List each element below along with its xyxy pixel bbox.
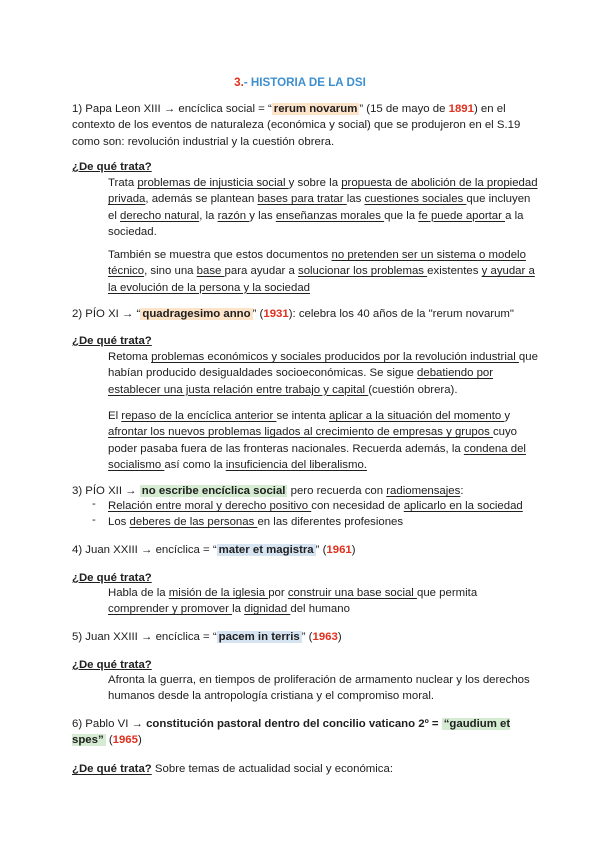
bullet-mark: - [92, 514, 96, 526]
section-2-paragraph-b: El repaso de la encíclica anterior se intenta aplicar a la situación del momento y afrontar los nuevos problemas ligados al crecimiento de empresas y grupos cuyo poder pasaba fuera de las fronteras nacionales. Recuerda además, la condena del socialismo así como la insuficiencia del liberalismo. [108, 410, 526, 471]
page-title [0, 76, 600, 89]
year: 1963 [312, 631, 338, 643]
year: 1965 [112, 734, 138, 747]
section-4-paragraph: Habla de la misión de la iglesia por construir una base social que permita comprender y promover la dignidad del humano [108, 587, 478, 616]
section-1-paragraph-a: Trata problemas de injusticia social y sobre la propuesta de abolición de la propiedad privada, además se plantean bases para tratar las cuestiones sociales que incluyen el derecho natural, la razón y las enseñanzas morales que la fe puede aportar a la sociedad. [108, 177, 538, 238]
section-6-heading-line: ¿De qué trata? Sobre temas de actualidad social y económica: [72, 763, 393, 775]
section-heading: ¿De qué trata? [72, 161, 152, 173]
encyclical-name: pacem in terris [218, 631, 300, 643]
section-1-intro: 1) Papa Leon XIII → encíclica social = “ rerum novarum ” (15 de mayo de 1891) en el contexto de los eventos de naturaleza (económica y social) que se produjeron en el S.19 como son: revolución industrial y la cuestión obrera. [72, 103, 521, 148]
encyclical-name: quadragesimo anno [142, 308, 251, 320]
year: 1961 [326, 544, 352, 556]
highlight-note: no escribe encíclica social [141, 485, 286, 497]
bullet-mark: - [92, 498, 96, 510]
document-name: “gaudium et spes” [72, 718, 511, 747]
year: 1931 [263, 308, 289, 320]
section-heading: ¿De qué trata? [72, 335, 152, 347]
encyclical-name: rerum novarum [273, 103, 358, 115]
section-5-paragraph: Afronta la guerra, en tiempos de proliferación de armamento nuclear y los derechos humanos desde la antropología cristiana y el compromiso moral. [108, 674, 530, 703]
section-heading: ¿De qué trata? [72, 572, 152, 584]
section-5-intro: 5) Juan XXIII → encíclica = “ pacem in terris ” (1963) [72, 631, 342, 643]
list-item: Relación entre moral y derecho positivo con necesidad de aplicarlo en la sociedad [108, 500, 523, 512]
section-heading: ¿De qué trata? [72, 659, 152, 671]
list-item: Los deberes de las personas en las diferentes profesiones [108, 516, 404, 528]
title-number: 3. [234, 76, 244, 89]
encyclical-name: mater et magistra [218, 544, 314, 556]
section-2-intro: 2) PÍO XI → “ quadragesimo anno ” (1931): celebra los 40 años de la "rerum novarum" [72, 308, 514, 320]
section-1-paragraph-b: También se muestra que estos documentos no pretenden ser un sistema o modelo técnico, sino una base para ayudar a solucionar los problemas existentes y ayudar a la evolución de la persona y la sociedad [108, 249, 535, 294]
year: 1891 [448, 103, 474, 115]
section-4-intro: 4) Juan XXIII → encíclica = “ mater et magistra ” (1961) [72, 544, 356, 556]
section-heading: ¿De qué trata? [72, 763, 152, 775]
section-6-intro: 6) Pablo VI → constitución pastoral dentro del concilio vaticano 2º = “gaudium et spes” (1965) [72, 718, 511, 747]
section-3-intro: 3) PÍO XII → no escribe encíclica social pero recuerda con radiomensajes: [72, 485, 464, 497]
title-text: - HISTORIA DE LA DSI [243, 76, 366, 89]
section-2-paragraph-a: Retoma problemas económicos y sociales producidos por la revolución industrial que habían producido desigualdades socioeconómicas. Se sigue debatiendo por establecer una justa relación entre trabajo y capital (cuestión obrera). [108, 351, 538, 396]
